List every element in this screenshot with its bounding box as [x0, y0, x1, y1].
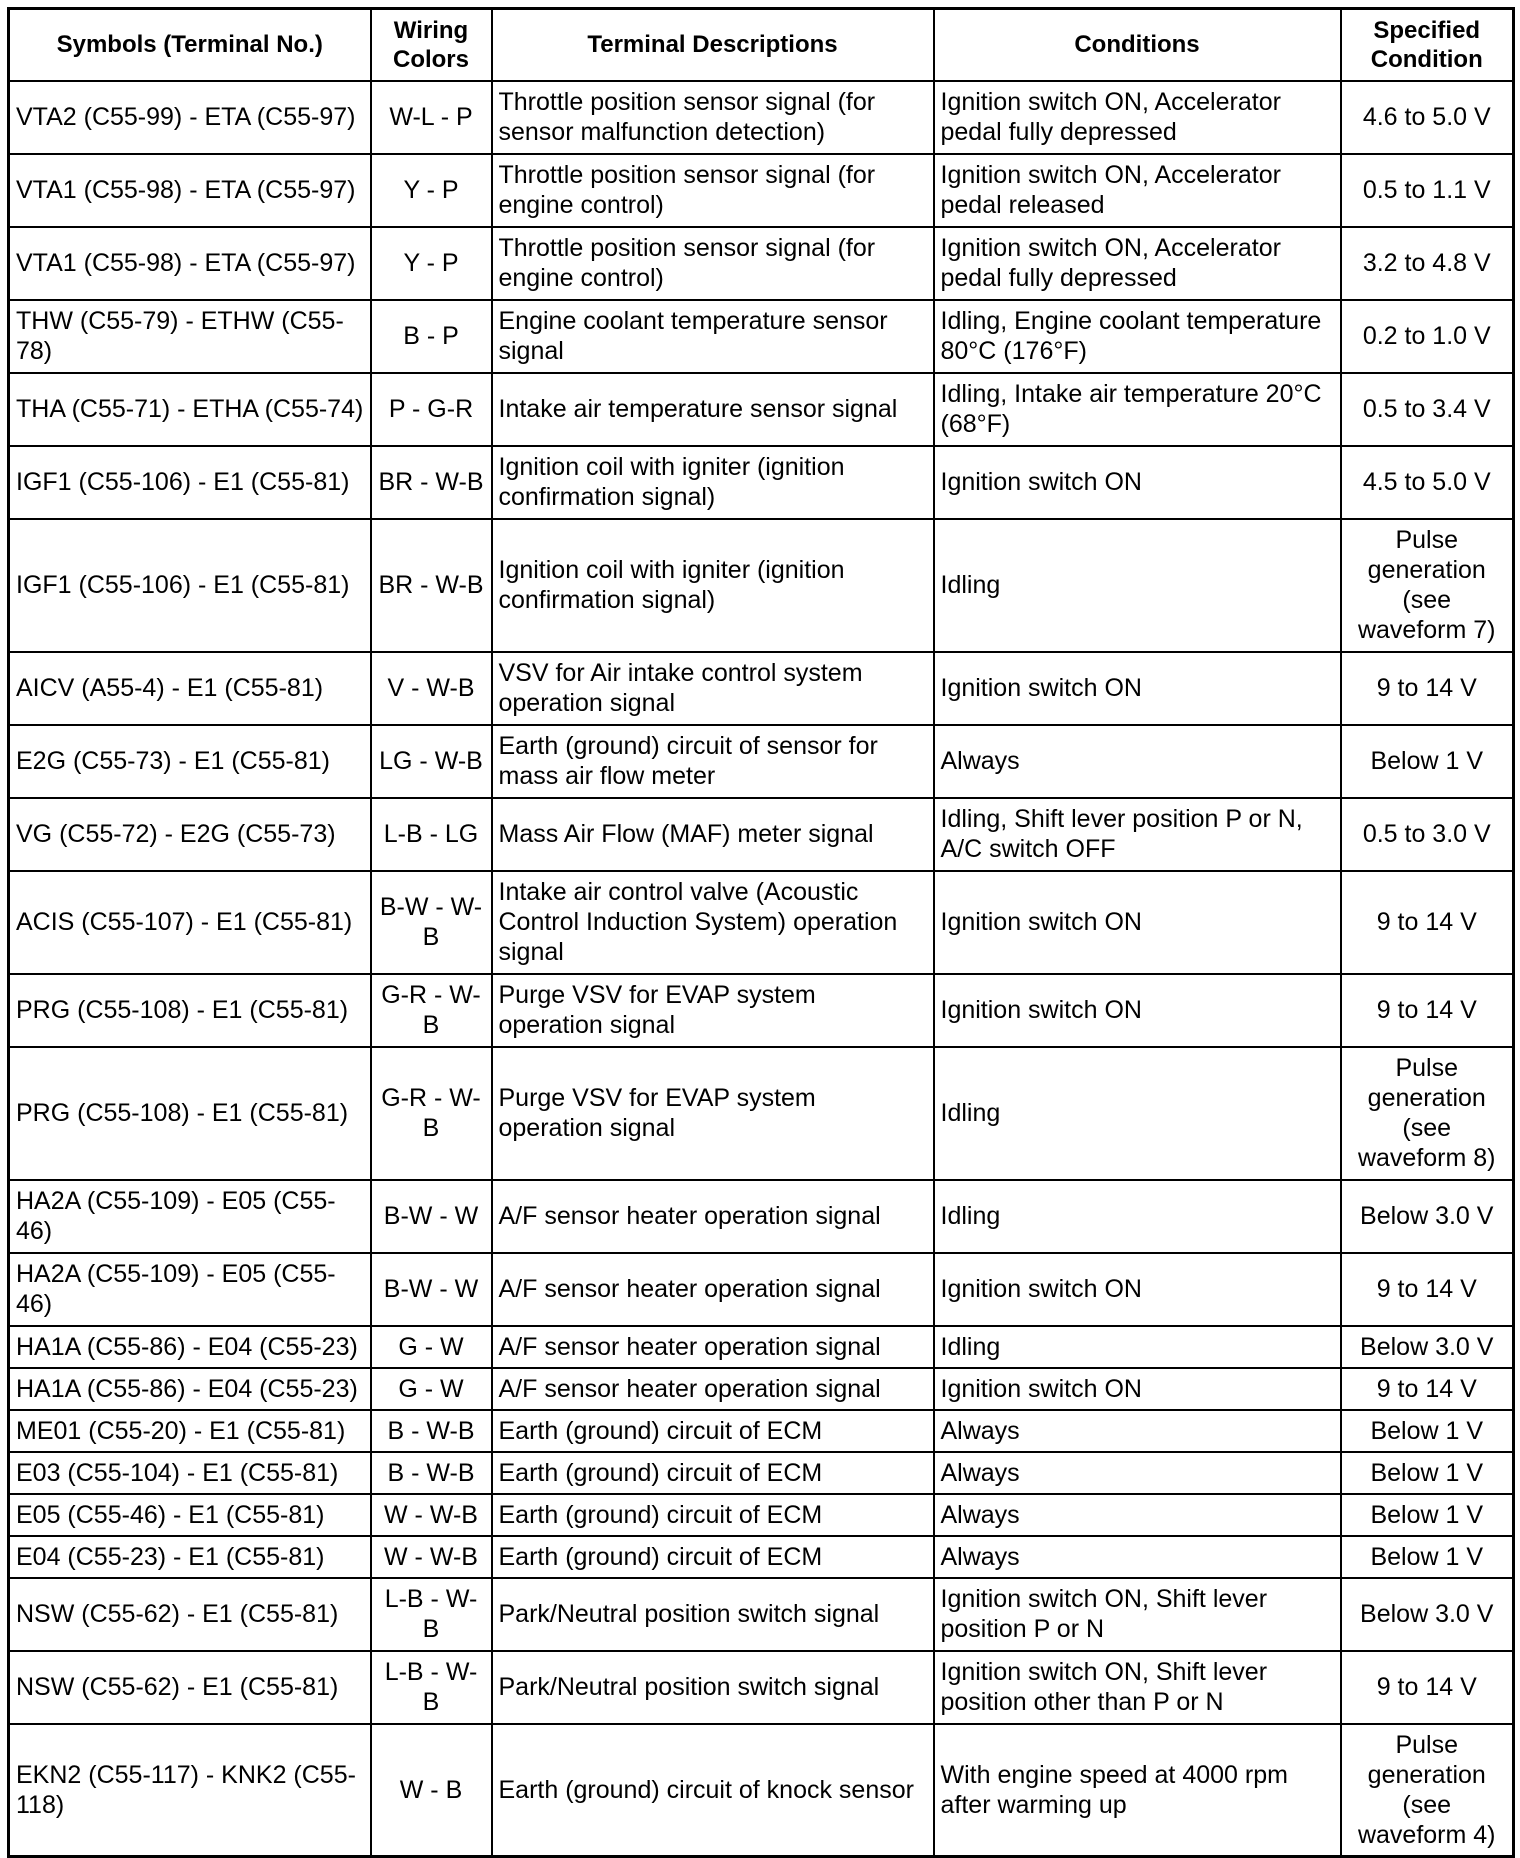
- condition-cell: Ignition switch ON, Shift lever position P or N: [934, 1578, 1341, 1651]
- header-conditions: Conditions: [934, 9, 1341, 81]
- wiring-cell: W - B: [371, 1724, 492, 1857]
- description-cell: Earth (ground) circuit of ECM: [492, 1410, 934, 1452]
- header-terminal-descriptions: Terminal Descriptions: [492, 9, 934, 81]
- table-row: [9, 81, 1514, 154]
- wiring-cell: B - W-B: [371, 1410, 492, 1452]
- specified-cell: Below 3.0 V: [1341, 1578, 1514, 1651]
- symbol-cell: PRG (C55-108) - E1 (C55-81): [9, 974, 371, 1047]
- specified-cell: Below 1 V: [1341, 1494, 1514, 1536]
- table-row: [9, 1578, 1514, 1651]
- specified-cell: 4.6 to 5.0 V: [1341, 81, 1514, 154]
- wiring-cell: B-W - W: [371, 1180, 492, 1253]
- table-row: [9, 1494, 1514, 1536]
- table-row: [9, 871, 1514, 974]
- condition-cell: Ignition switch ON: [934, 1253, 1341, 1326]
- description-cell: Throttle position sensor signal (for engine control): [492, 154, 934, 227]
- wiring-cell: BR - W-B: [371, 519, 492, 652]
- wiring-cell: BR - W-B: [371, 446, 492, 519]
- specified-cell: Below 1 V: [1341, 725, 1514, 798]
- condition-cell: Idling, Engine coolant temperature 80°C (176°F): [934, 300, 1341, 373]
- wiring-cell: P - G-R: [371, 373, 492, 446]
- specified-cell: 9 to 14 V: [1341, 652, 1514, 725]
- description-cell: Park/Neutral position switch signal: [492, 1578, 934, 1651]
- condition-cell: Idling, Shift lever position P or N, A/C switch OFF: [934, 798, 1341, 871]
- table-row: [9, 1410, 1514, 1452]
- description-cell: A/F sensor heater operation signal: [492, 1180, 934, 1253]
- description-cell: A/F sensor heater operation signal: [492, 1368, 934, 1410]
- specified-cell: Below 1 V: [1341, 1452, 1514, 1494]
- wiring-cell: B-W - W: [371, 1253, 492, 1326]
- symbol-cell: E03 (C55-104) - E1 (C55-81): [9, 1452, 371, 1494]
- wiring-cell: L-B - W-B: [371, 1651, 492, 1724]
- condition-cell: Ignition switch ON: [934, 1368, 1341, 1410]
- specified-cell: 4.5 to 5.0 V: [1341, 446, 1514, 519]
- specified-cell: 0.5 to 3.4 V: [1341, 373, 1514, 446]
- description-cell: Earth (ground) circuit of ECM: [492, 1494, 934, 1536]
- symbol-cell: VG (C55-72) - E2G (C55-73): [9, 798, 371, 871]
- table-row: [9, 1536, 1514, 1578]
- table-row: [9, 725, 1514, 798]
- symbol-cell: HA2A (C55-109) - E05 (C55-46): [9, 1180, 371, 1253]
- condition-cell: Always: [934, 1494, 1341, 1536]
- description-cell: Ignition coil with igniter (ignition confirmation signal): [492, 519, 934, 652]
- symbol-cell: NSW (C55-62) - E1 (C55-81): [9, 1651, 371, 1724]
- symbol-cell: E2G (C55-73) - E1 (C55-81): [9, 725, 371, 798]
- condition-cell: Always: [934, 1452, 1341, 1494]
- symbol-cell: ACIS (C55-107) - E1 (C55-81): [9, 871, 371, 974]
- condition-cell: Idling: [934, 519, 1341, 652]
- specified-cell: Below 3.0 V: [1341, 1326, 1514, 1368]
- description-cell: A/F sensor heater operation signal: [492, 1253, 934, 1326]
- condition-cell: With engine speed at 4000 rpm after warming up: [934, 1724, 1341, 1857]
- description-cell: Throttle position sensor signal (for engine control): [492, 227, 934, 300]
- table-row: [9, 1326, 1514, 1368]
- wiring-cell: B-W - W-B: [371, 871, 492, 974]
- symbol-cell: HA1A (C55-86) - E04 (C55-23): [9, 1326, 371, 1368]
- specified-cell: 3.2 to 4.8 V: [1341, 227, 1514, 300]
- condition-cell: Ignition switch ON: [934, 974, 1341, 1047]
- wiring-cell: Y - P: [371, 227, 492, 300]
- specified-cell: Pulse generation (see waveform 7): [1341, 519, 1514, 652]
- symbol-cell: E05 (C55-46) - E1 (C55-81): [9, 1494, 371, 1536]
- description-cell: Park/Neutral position switch signal: [492, 1651, 934, 1724]
- header-specified-condition: Specified Condition: [1341, 9, 1514, 81]
- symbol-cell: IGF1 (C55-106) - E1 (C55-81): [9, 446, 371, 519]
- description-cell: Intake air control valve (Acoustic Control Induction System) operation signal: [492, 871, 934, 974]
- table-row: [9, 974, 1514, 1047]
- specified-cell: Pulse generation (see waveform 8): [1341, 1047, 1514, 1180]
- specified-cell: 0.5 to 1.1 V: [1341, 154, 1514, 227]
- specified-cell: 0.5 to 3.0 V: [1341, 798, 1514, 871]
- specified-cell: 9 to 14 V: [1341, 1253, 1514, 1326]
- table-row: [9, 1651, 1514, 1724]
- table-row: [9, 300, 1514, 373]
- table-row: [9, 519, 1514, 652]
- wiring-cell: V - W-B: [371, 652, 492, 725]
- description-cell: Earth (ground) circuit of knock sensor: [492, 1724, 934, 1857]
- wiring-cell: G - W: [371, 1326, 492, 1368]
- table-row: [9, 1047, 1514, 1180]
- description-cell: Earth (ground) circuit of ECM: [492, 1536, 934, 1578]
- wiring-cell: LG - W-B: [371, 725, 492, 798]
- symbol-cell: NSW (C55-62) - E1 (C55-81): [9, 1578, 371, 1651]
- header-wiring-colors: Wiring Colors: [371, 9, 492, 81]
- description-cell: Earth (ground) circuit of sensor for mass air flow meter: [492, 725, 934, 798]
- header-row: [9, 9, 1514, 81]
- description-cell: A/F sensor heater operation signal: [492, 1326, 934, 1368]
- description-cell: Engine coolant temperature sensor signal: [492, 300, 934, 373]
- wiring-cell: Y - P: [371, 154, 492, 227]
- wiring-cell: B - P: [371, 300, 492, 373]
- condition-cell: Ignition switch ON: [934, 871, 1341, 974]
- description-cell: Throttle position sensor signal (for sensor malfunction detection): [492, 81, 934, 154]
- wiring-cell: W - W-B: [371, 1536, 492, 1578]
- condition-cell: Idling, Intake air temperature 20°C (68°F): [934, 373, 1341, 446]
- specified-cell: 9 to 14 V: [1341, 1651, 1514, 1724]
- description-cell: Earth (ground) circuit of ECM: [492, 1452, 934, 1494]
- terminal-table-wrapper: [7, 7, 1512, 1858]
- condition-cell: Always: [934, 1410, 1341, 1452]
- wiring-cell: G - W: [371, 1368, 492, 1410]
- wiring-cell: L-B - LG: [371, 798, 492, 871]
- table-row: [9, 446, 1514, 519]
- specified-cell: 9 to 14 V: [1341, 871, 1514, 974]
- specified-cell: 9 to 14 V: [1341, 1368, 1514, 1410]
- specified-cell: Below 1 V: [1341, 1536, 1514, 1578]
- condition-cell: Ignition switch ON: [934, 446, 1341, 519]
- symbol-cell: HA1A (C55-86) - E04 (C55-23): [9, 1368, 371, 1410]
- wiring-cell: W - W-B: [371, 1494, 492, 1536]
- condition-cell: Idling: [934, 1047, 1341, 1180]
- symbol-cell: ME01 (C55-20) - E1 (C55-81): [9, 1410, 371, 1452]
- table-row: [9, 1724, 1514, 1857]
- terminal-table: [7, 7, 1515, 1858]
- table-row: [9, 798, 1514, 871]
- table-row: [9, 652, 1514, 725]
- condition-cell: Ignition switch ON, Shift lever position other than P or N: [934, 1651, 1341, 1724]
- wiring-cell: L-B - W-B: [371, 1578, 492, 1651]
- wiring-cell: B - W-B: [371, 1452, 492, 1494]
- symbol-cell: AICV (A55-4) - E1 (C55-81): [9, 652, 371, 725]
- table-row: [9, 1180, 1514, 1253]
- wiring-cell: W-L - P: [371, 81, 492, 154]
- description-cell: Purge VSV for EVAP system operation signal: [492, 974, 934, 1047]
- symbol-cell: VTA2 (C55-99) - ETA (C55-97): [9, 81, 371, 154]
- condition-cell: Ignition switch ON, Accelerator pedal fully depressed: [934, 81, 1341, 154]
- condition-cell: Ignition switch ON, Accelerator pedal released: [934, 154, 1341, 227]
- table-row: [9, 154, 1514, 227]
- condition-cell: Always: [934, 725, 1341, 798]
- condition-cell: Ignition switch ON: [934, 652, 1341, 725]
- symbol-cell: PRG (C55-108) - E1 (C55-81): [9, 1047, 371, 1180]
- symbol-cell: VTA1 (C55-98) - ETA (C55-97): [9, 154, 371, 227]
- wiring-cell: G-R - W-B: [371, 974, 492, 1047]
- wiring-cell: G-R - W-B: [371, 1047, 492, 1180]
- specified-cell: 0.2 to 1.0 V: [1341, 300, 1514, 373]
- specified-cell: Below 3.0 V: [1341, 1180, 1514, 1253]
- description-cell: Purge VSV for EVAP system operation signal: [492, 1047, 934, 1180]
- table-row: [9, 1368, 1514, 1410]
- condition-cell: Idling: [934, 1326, 1341, 1368]
- symbol-cell: VTA1 (C55-98) - ETA (C55-97): [9, 227, 371, 300]
- header-symbols: Symbols (Terminal No.): [9, 9, 371, 81]
- description-cell: Ignition coil with igniter (ignition confirmation signal): [492, 446, 934, 519]
- table-row: [9, 1452, 1514, 1494]
- description-cell: Mass Air Flow (MAF) meter signal: [492, 798, 934, 871]
- symbol-cell: IGF1 (C55-106) - E1 (C55-81): [9, 519, 371, 652]
- description-cell: VSV for Air intake control system operation signal: [492, 652, 934, 725]
- description-cell: Intake air temperature sensor signal: [492, 373, 934, 446]
- specified-cell: 9 to 14 V: [1341, 974, 1514, 1047]
- symbol-cell: THA (C55-71) - ETHA (C55-74): [9, 373, 371, 446]
- symbol-cell: THW (C55-79) - ETHW (C55-78): [9, 300, 371, 373]
- symbol-cell: HA2A (C55-109) - E05 (C55-46): [9, 1253, 371, 1326]
- symbol-cell: E04 (C55-23) - E1 (C55-81): [9, 1536, 371, 1578]
- table-row: [9, 373, 1514, 446]
- table-row: [9, 227, 1514, 300]
- symbol-cell: EKN2 (C55-117) - KNK2 (C55-118): [9, 1724, 371, 1857]
- condition-cell: Ignition switch ON, Accelerator pedal fully depressed: [934, 227, 1341, 300]
- specified-cell: Below 1 V: [1341, 1410, 1514, 1452]
- condition-cell: Always: [934, 1536, 1341, 1578]
- table-row: [9, 1253, 1514, 1326]
- specified-cell: Pulse generation (see waveform 4): [1341, 1724, 1514, 1857]
- condition-cell: Idling: [934, 1180, 1341, 1253]
